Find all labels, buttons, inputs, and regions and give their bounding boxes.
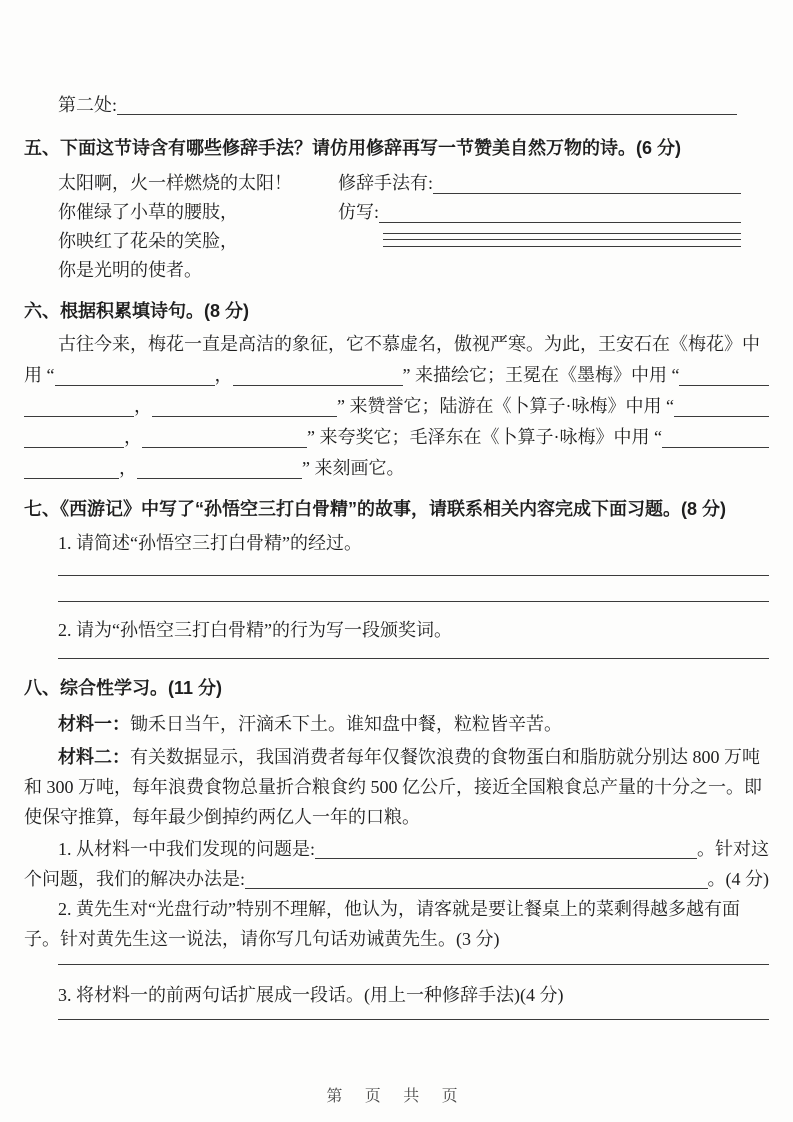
answer-blank — [662, 447, 769, 448]
answer-blank — [137, 478, 302, 479]
answer-blank — [152, 416, 337, 417]
section6-heading: 六、根据积累填诗句。(8 分) — [24, 301, 249, 321]
section6-paragraph — [24, 329, 769, 484]
material1-label: 材料一： — [58, 714, 130, 734]
imitation-extra-row — [383, 239, 741, 244]
section6-line3-post: ” 来赞誉它；陆游在《卜算子·咏梅》中用 “ — [337, 396, 674, 416]
section8-q3: 3. 将材料一的前两句话扩展成一段话。(用上一种修辞手法)(4 分) — [58, 985, 564, 1005]
imitation-label: 仿写: — [338, 202, 380, 222]
answer-blank — [383, 246, 741, 247]
imitation-row — [338, 198, 741, 227]
answer-blank — [24, 447, 124, 448]
section6-line5 — [24, 453, 769, 484]
comma: ， — [214, 365, 233, 385]
poem-line: 太阳啊，火一样燃烧的太阳！ — [58, 173, 292, 193]
section6-line2 — [24, 360, 769, 391]
answer-blank — [383, 233, 741, 234]
answer-blank — [674, 416, 769, 417]
section5-body — [58, 169, 769, 285]
section8-q1-row2 — [24, 864, 769, 894]
section8-q2-line1: 2. 黄先生对“光盘行动”特别不理解，他认为，请客就是要让餐桌上的菜剩得越多越有面 — [58, 899, 740, 919]
comma: ， — [124, 427, 142, 447]
answer-line — [58, 585, 769, 602]
section7-q1: 1. 请简述“孙悟空三打白骨精”的经过。 — [58, 533, 362, 553]
answer-blank — [24, 478, 119, 479]
section6-line4 — [24, 422, 769, 453]
answer-line — [58, 647, 769, 659]
section8-q1-row1 — [58, 834, 769, 864]
answer-blank — [679, 385, 769, 386]
question4-part2-label: 第二处: — [58, 95, 118, 115]
material2-line1 — [58, 742, 769, 772]
section8-q1-pre: 1. 从材料一中我们发现的问题是: — [58, 839, 315, 859]
answer-blank — [233, 385, 403, 386]
answer-blank — [315, 858, 697, 859]
imitation-extra-row — [383, 233, 741, 238]
section7-heading: 七、《西游记》中写了“孙悟空三打白骨精”的故事，请联系相关内容完成下面习题。(8 分) — [24, 499, 726, 519]
section5-answers — [338, 169, 769, 285]
section8-q2-line2: 子。针对黄先生这一说法，请你写几句话劝诫黄先生。(3 分) — [24, 929, 500, 949]
page-footer: 第 页 共 页 — [326, 1088, 467, 1105]
section8-q1 — [24, 834, 769, 894]
section6-line2-pre: 用 “ — [24, 365, 55, 385]
section8-heading: 八、综合性学习。(11 分) — [24, 678, 223, 698]
answer-blank — [142, 447, 307, 448]
imitation-extra-row — [383, 246, 741, 251]
answer-blank — [55, 385, 215, 386]
material2-paragraph — [24, 742, 769, 832]
poem-line: 你催绿了小草的腰肢， — [58, 202, 238, 222]
section6-line1: 古往今来，梅花一直是高洁的象征，它不慕虚名，傲视严寒。为此，王安石在《梅花》中 — [58, 334, 760, 354]
poem-line: 你映红了花朵的笑脸， — [58, 231, 238, 251]
question4-part2-row — [58, 90, 737, 120]
material2-label: 材料二： — [58, 747, 130, 767]
comma: ， — [134, 396, 152, 416]
section5-heading: 五、下面这节诗含有哪些修辞手法？请仿用修辞再写一节赞美自然万物的诗。(6 分) — [24, 138, 681, 158]
comma: ， — [119, 458, 137, 478]
material1-row — [58, 709, 769, 739]
section8-q1-line2-pre: 个问题，我们的解决办法是: — [24, 869, 245, 889]
poem-line: 你是光明的使者。 — [58, 260, 202, 280]
section6-line2-post: ” 来描绘它；王冕在《墨梅》中用 “ — [402, 365, 680, 385]
material2-line3: 使保守推算，每年最少倒掉约两亿人一年的口粮。 — [24, 807, 420, 827]
answer-line — [58, 954, 769, 965]
devices-row — [338, 169, 741, 198]
material2-text: 有关数据显示，我国消费者每年仅餐饮浪费的食物蛋白和脂肪就分别达 800 万吨 — [130, 747, 760, 767]
section6-line3 — [24, 391, 769, 422]
section8-q2 — [24, 894, 769, 954]
answer-blank — [245, 888, 708, 889]
answer-line — [58, 1010, 769, 1020]
material2-line2: 和 300 万吨，每年浪费食物总量折合粮食约 500 亿公斤，接近全国粮食总产量的十分之一。即 — [24, 777, 762, 797]
section6-line4-post: ” 来夸奖它；毛泽东在《卜算子·咏梅》中用 “ — [307, 427, 662, 447]
section6-line5-post: ” 来刻画它。 — [302, 458, 405, 478]
answer-blank — [24, 416, 134, 417]
section7-q2: 2. 请为“孙悟空三打白骨精”的行为写一段颁奖词。 — [58, 620, 452, 640]
answer-blank — [379, 222, 741, 223]
section8-q1-mid: 。针对这 — [697, 839, 769, 859]
answer-blank — [117, 114, 737, 115]
section8-q1-end: 。(4 分) — [707, 869, 769, 889]
answer-blank — [433, 193, 741, 194]
material1-text: 锄禾日当午，汗滴禾下土。谁知盘中餐，粒粒皆辛苦。 — [130, 714, 562, 734]
page-content — [24, 0, 769, 1020]
answer-line — [58, 559, 769, 576]
poem — [58, 169, 338, 285]
devices-label: 修辞手法有: — [338, 173, 434, 193]
answer-blank — [383, 239, 741, 240]
